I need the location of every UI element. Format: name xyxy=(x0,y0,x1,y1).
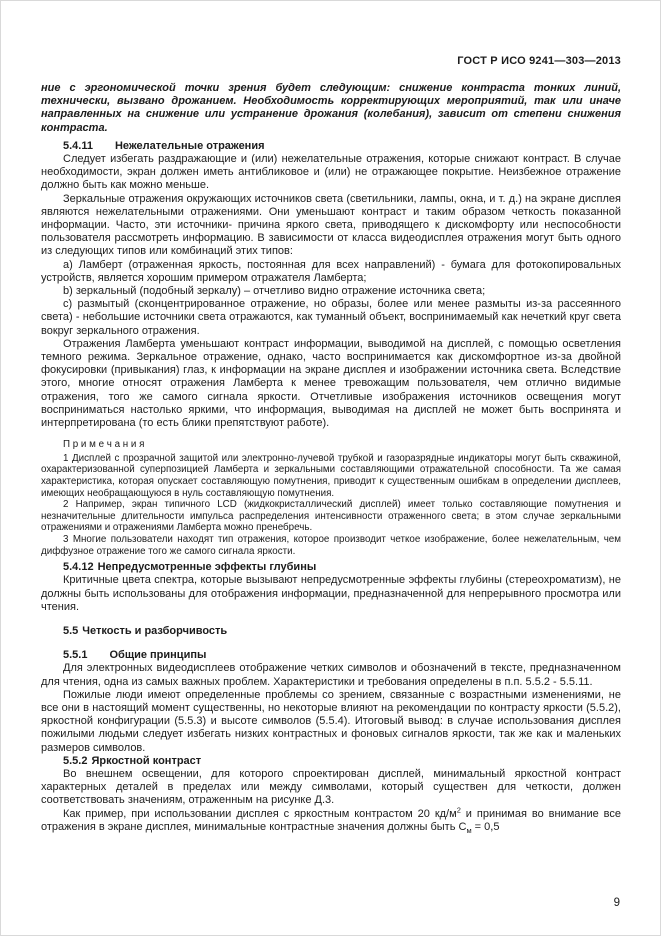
paragraph-depth-effects: Критичные цвета спектра, которые вызывают непредусмотренные эффекты глубины (стереохроматизм), не должны быть использованы для отображения информации, предназначенной для непрерывного просмотра или чтения. xyxy=(41,574,621,613)
superscript-2: 2 xyxy=(456,805,461,815)
section-number: 5.5.2 xyxy=(63,754,88,767)
note-2: 2 Например, экран типичного LCD (жидкокристаллический дисплей) имеет только составляющие помутнения и незначительные длительности импульса распределения интенсивности отраженного света; в этом случае зеркальными отражениями и отражениями Ламберта можно пренебречь. xyxy=(41,499,621,534)
contrast-text-mid: и принимая во внимание все отражения в экране дисплея, минимальные контрастные значения должны быть C xyxy=(41,807,621,833)
notes-label: П р и м е ч а н и я xyxy=(63,439,145,451)
paragraph-general-1: Для электронных видеодисплеев отображение четких символов и обозначений в тексте, предназначенном для чтения, одна из самых важных проблем. Характеристики и требования определены в п.п. 5.5.2 - 5.5.11. xyxy=(41,662,621,688)
paragraph-reflections-1: Следует избегать раздражающие и (или) нежелательные отражения, которые снижают контраст. В случае необходимости, экран должен иметь антибликовое и (или) не отражающее покрытие. Неизбежное отражение должно быть как можно меньше. xyxy=(41,153,621,192)
section-number: 5.5.1 xyxy=(63,649,88,662)
paragraph-lambert: Отражения Ламберта уменьшают контраст информации, выводимой на дисплей, с помощью осветления темного режима. Зеркальное отражение, однако, часто воспринимается как дискомфортное из-за двойной фокусировки (привыкания) глаз, к информации на экране дисплея и изображении источника света. Вследствие этого, многие относят отражения Ламберта к менее тревожащим пользователя, чем отлично видимые отражения, того же самого сигнала яркости. Отчетливые изображения источников освещения могут восприниматься настолько яркими, что информация, выводимая на дисплей не может быть воспринята и интерпретирована (то есть блики препятствуют работе). xyxy=(41,337,621,430)
section-heading-5-4-11 xyxy=(41,140,621,153)
paragraph-general-2: Пожилые люди имеют определенные проблемы со зрением, связанные с возрастными изменениями, не все они в настоящий момент существенны, но некоторые влияют на рекомендации по контрасту яркости (5.5.2), яркостной конфигурации (5.5.3) и высоте символов (5.5.4). Итоговый вывод: в случае использования дисплея пожилыми людьми следует избегать низких контрастных и фоновых сигналов яркости, так же как и маленьких размеров символов. xyxy=(41,688,621,754)
standard-code-header: ГОСТ Р ИСО 9241—303—2013 xyxy=(457,55,621,67)
continuation-paragraph: ние с эргономической точки зрения будет следующим: снижение контраста тонких линий, технически, вызвано дрожанием. Необходимость корректирующих мероприятий, так или иначе направленных на снижение или устранение дрожания (колебания), зависит от степени снижения контраста. xyxy=(41,82,621,134)
notes-block xyxy=(41,439,621,557)
section-number: 5.4.11 xyxy=(63,139,93,152)
note-3: 3 Многие пользователи находят тип отражения, которое производит четкое изображение, более нежелательным, чем диффузное отражение того же самого сигнала яркости. xyxy=(41,534,621,557)
section-title: Четкость и разборчивость xyxy=(82,625,228,638)
section-heading-5-5-1 xyxy=(41,649,621,662)
section-heading-5-4-12 xyxy=(41,561,621,574)
paragraph-reflections-2: Зеркальные отражения окружающих источников света (светильники, лампы, окна, и т. д.) на экране дисплея являются нежелательными отражениями. Они уменьшают контраст и таким образом четкость показанной информации. Часто, эти источники- причина яркого света, приводящего к дискомфорту или неспособности пользователя рассмотреть информацию. В зависимости от класса видеодисплея отражения могут быть одного из следующих типов или комбинаций этих типов: xyxy=(41,192,621,258)
section-number: 5.4.12 xyxy=(63,561,94,574)
section-title: Непредусмотренные эффекты глубины xyxy=(97,561,317,574)
page-number: 9 xyxy=(613,897,620,909)
paragraph-contrast-2 xyxy=(41,805,621,836)
contrast-text-pre: Как пример, при использовании дисплея с яркостным контрастом 20 кд/м xyxy=(63,807,457,820)
subscript-m: м xyxy=(466,826,472,836)
paragraph-contrast-1: Во внешнем освещении, для которого спроектирован дисплей, минимальный яркостной контраст характерных деталей в пределах или между символами, который существен для четкости, должен соответствовать значениям, отраженным на рисунке Д.3. xyxy=(41,768,621,807)
section-number: 5.5 xyxy=(63,625,79,638)
section-title: Общие принципы xyxy=(109,649,207,662)
contrast-text-post: = 0,5 xyxy=(471,820,500,833)
section-heading-5-5 xyxy=(41,625,621,638)
section-heading-5-5-2 xyxy=(41,755,621,768)
section-title: Нежелательные отражения xyxy=(114,139,265,152)
list-item-a: а) Ламберт (отраженная яркость, постоянная для всех направлений) - бумага для фотокопировальных устройств, является хорошим примером отражателя Ламберта; xyxy=(41,258,621,284)
list-item-c: с) размытый (сконцентрированное отражение, но образы, более или менее размыты из-за рассеянного света) - небольшие источники света отражаются, как туманный объект, воспринимаемый как нечеткий круг света вокруг зеркального отражения. xyxy=(41,298,621,337)
list-item-b: b) зеркальный (подобный зеркалу) – отчетливо видно отражение источника света; xyxy=(63,285,486,298)
section-title: Яркостной контраст xyxy=(91,754,202,767)
note-1: 1 Дисплей с прозрачной защитой или электронно-лучевой трубкой и газоразрядные индикаторы могут быть скважиной, охарактеризованной суперпозицией Ламберта и зеркальными составляющими отражательной способности. Та же самая характеристика, которая опускает составляющую помутнения, приводит к существенным ошибкам в определении дисплеев, имеющих необращающуюся в нуль составляющую помутнения. xyxy=(41,452,621,499)
